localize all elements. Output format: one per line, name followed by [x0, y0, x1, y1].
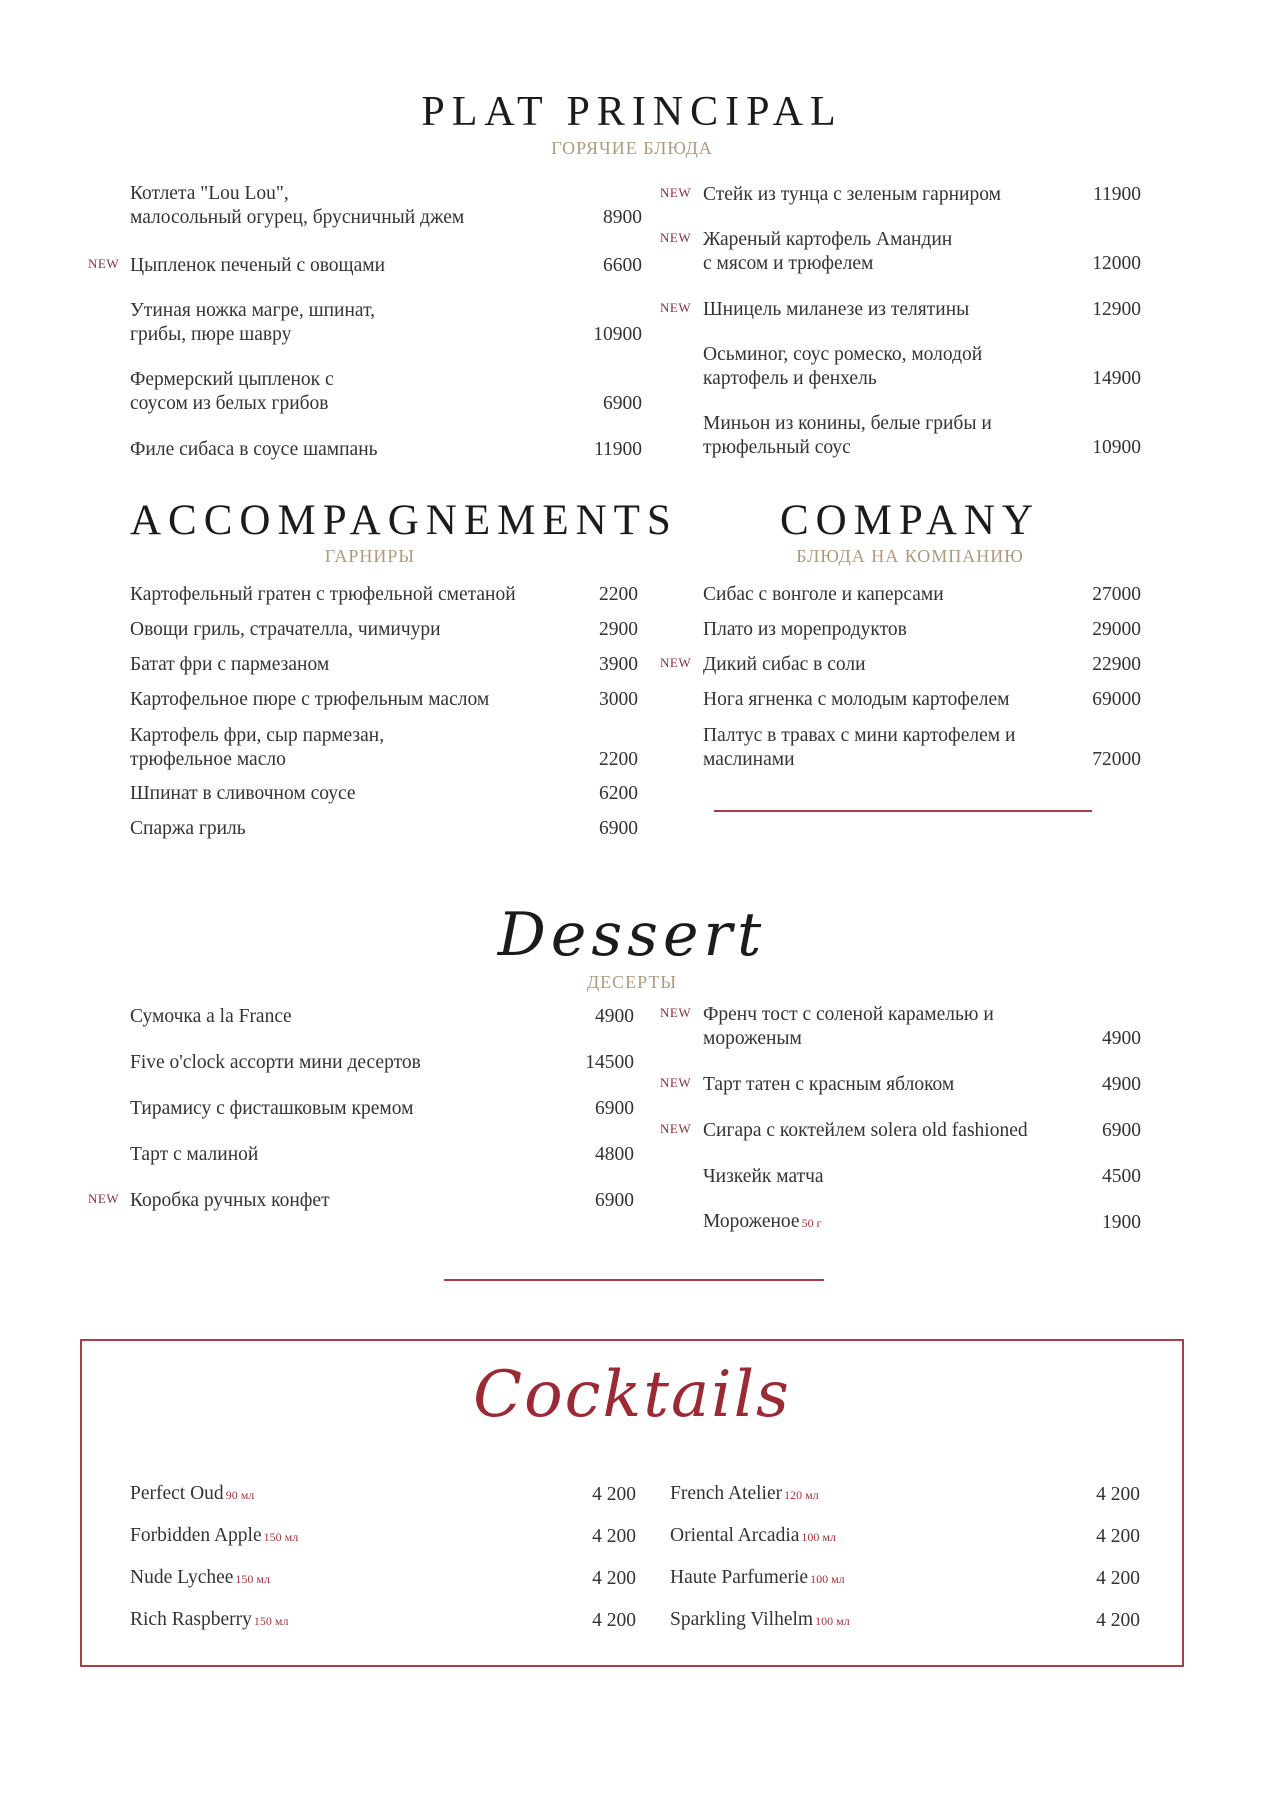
new-badge: NEW — [660, 300, 692, 315]
item-name: Френч тост с соленой карамелью и мороженым — [703, 1004, 994, 1049]
item-name: Oriental Arcadia 100 мл — [670, 1525, 836, 1546]
item-price: 72000 — [1092, 749, 1141, 770]
item-name: Жареный картофель Амандин с мясом и трюфелем — [703, 229, 953, 274]
menu-item — [703, 1211, 1141, 1235]
menu-item — [130, 782, 638, 806]
menu-item — [660, 183, 1141, 207]
item-name: Haute Parfumerie 100 мл — [670, 1567, 845, 1588]
item-name: Фермерский цыпленок с соусом из белых грибов — [130, 369, 334, 414]
dessert-title: Dessert — [497, 900, 767, 970]
item-name: Овощи гриль, страчателла, чимичури — [130, 619, 441, 640]
menu-item — [130, 1525, 636, 1549]
menu-item — [130, 724, 638, 772]
menu-item — [88, 254, 642, 278]
menu-item — [130, 1051, 634, 1075]
item-price: 6900 — [595, 1098, 634, 1119]
item-name: Цыпленок печеный с овощами — [130, 255, 386, 276]
item-volume: 120 мл — [784, 1488, 819, 1502]
item-price: 4 200 — [592, 1526, 636, 1547]
item-price: 2200 — [599, 584, 638, 605]
menu-item — [703, 1165, 1141, 1189]
item-price: 6900 — [1102, 1120, 1141, 1141]
menu-item — [660, 298, 1141, 322]
menu-item — [660, 1073, 1141, 1097]
item-price: 4 200 — [592, 1484, 636, 1505]
item-price: 14900 — [1092, 368, 1141, 389]
menu-item — [670, 1525, 1140, 1549]
item-name: Плато из морепродуктов — [703, 619, 907, 640]
menu-item — [660, 1003, 1141, 1051]
item-name: Nude Lychee 150 мл — [130, 1567, 271, 1588]
item-price: 4900 — [1102, 1028, 1141, 1049]
new-badge: NEW — [660, 655, 692, 670]
dessert-divider — [444, 1279, 824, 1281]
item-price: 11900 — [593, 439, 642, 460]
plat-principal-subtitle: ГОРЯЧИЕ БЛЮДА — [551, 138, 713, 158]
dessert-subtitle: ДЕСЕРТЫ — [586, 972, 678, 992]
menu-item — [130, 1609, 636, 1633]
item-price: 10900 — [593, 324, 642, 345]
new-badge: NEW — [660, 230, 692, 245]
menu-item — [670, 1567, 1140, 1591]
item-name: Утиная ножка магре, шпинат, грибы, пюре шавру — [130, 300, 375, 345]
menu-item — [670, 1609, 1140, 1633]
item-price: 3000 — [599, 689, 638, 710]
menu-item — [670, 1483, 1140, 1507]
item-price: 10900 — [1092, 437, 1141, 458]
item-price: 8900 — [603, 207, 642, 228]
menu-item — [130, 1567, 636, 1591]
item-price: 4 200 — [1096, 1610, 1140, 1631]
menu-item — [703, 343, 1141, 391]
new-badge: NEW — [660, 1075, 692, 1090]
menu-item — [660, 653, 1141, 677]
item-price: 2200 — [599, 749, 638, 770]
item-name: Миньон из конины, белые грибы и трюфельный соус — [703, 413, 992, 458]
item-name: Стейк из тунца с зеленым гарниром — [703, 184, 1001, 205]
menu-item — [703, 583, 1141, 607]
item-name: Five o'clock ассорти мини десертов — [130, 1052, 421, 1073]
item-name: Сибас с вонголе и каперсами — [703, 584, 944, 605]
item-name: French Atelier 120 мл — [670, 1483, 819, 1504]
item-price: 4 200 — [592, 1568, 636, 1589]
item-name: Тарт татен с красным яблоком — [703, 1074, 955, 1095]
new-badge: NEW — [660, 185, 692, 200]
menu-item — [130, 583, 638, 607]
item-name: Котлета "Lou Lou", малосольный огурец, брусничный джем — [130, 183, 465, 228]
item-name: Rich Raspberry 150 мл — [130, 1609, 289, 1630]
company-divider — [714, 810, 1092, 812]
menu-item — [130, 688, 638, 712]
menu-item — [130, 1143, 634, 1167]
item-price: 22900 — [1092, 654, 1141, 675]
item-name: Forbidden Apple 150 мл — [130, 1525, 299, 1546]
item-price: 14500 — [585, 1052, 634, 1073]
item-name: Тарт с малиной — [130, 1144, 259, 1165]
item-name: Картофель фри, сыр пармезан, трюфельное масло — [130, 725, 385, 770]
menu-item — [130, 1005, 634, 1029]
item-name: Perfect Oud 90 мл — [130, 1483, 255, 1504]
item-name: Дикий сибас в соли — [703, 654, 866, 675]
item-name: Тирамису с фисташковым кремом — [130, 1098, 414, 1119]
cocktails-title: Cocktails — [473, 1358, 791, 1432]
item-volume: 100 мл — [801, 1530, 836, 1544]
menu-item — [130, 438, 642, 462]
menu-item — [660, 1119, 1141, 1143]
item-name: Нога ягненка с молодым картофелем — [703, 689, 1010, 710]
item-price: 6600 — [603, 255, 642, 276]
item-price: 3900 — [599, 654, 638, 675]
item-volume: 100 мл — [810, 1572, 845, 1586]
item-price: 4 200 — [1096, 1484, 1140, 1505]
item-name: Чизкейк матча — [703, 1166, 824, 1187]
item-name: Осьминог, соус ромеско, молодой картофель и фенхель — [703, 344, 983, 389]
item-name: Палтус в травах с мини картофелем и маслинами — [703, 725, 1016, 770]
item-volume: 100 мл — [815, 1614, 850, 1628]
new-badge: NEW — [88, 1191, 120, 1206]
accompagnements-subtitle: ГАРНИРЫ — [324, 546, 416, 566]
item-price: 4500 — [1102, 1166, 1141, 1187]
menu-item — [130, 817, 638, 841]
menu-item — [660, 228, 1141, 276]
company-title: COMPANY — [779, 497, 1041, 544]
item-name: Спаржа гриль — [130, 818, 246, 839]
item-name: Батат фри с пармезаном — [130, 654, 330, 675]
item-price: 27000 — [1092, 584, 1141, 605]
item-volume: 150 мл — [263, 1530, 299, 1544]
menu-item — [130, 299, 642, 347]
menu-item — [130, 1483, 636, 1507]
menu-item — [130, 182, 642, 230]
item-price: 6900 — [603, 393, 642, 414]
item-name: Шпинат в сливочном соусе — [130, 783, 356, 804]
item-price: 11900 — [1092, 184, 1141, 205]
menu-item — [130, 368, 642, 416]
new-badge: NEW — [660, 1121, 692, 1136]
item-volume: 90 мл — [225, 1488, 255, 1502]
item-price: 4 200 — [1096, 1526, 1140, 1547]
item-price: 29000 — [1092, 619, 1141, 640]
menu-item — [703, 412, 1141, 460]
item-name: Sparkling Vilhelm 100 мл — [670, 1609, 850, 1630]
menu-item — [703, 688, 1141, 712]
item-price: 69000 — [1092, 689, 1141, 710]
item-volume: 150 мл — [253, 1614, 289, 1628]
company-subtitle: БЛЮДА НА КОМПАНИЮ — [796, 546, 1024, 566]
item-name: Картофельное пюре с трюфельным маслом — [130, 689, 490, 710]
menu-item — [703, 724, 1141, 772]
item-price: 6900 — [599, 818, 638, 839]
new-badge: NEW — [660, 1005, 692, 1020]
item-price: 6200 — [599, 783, 638, 804]
item-price: 12000 — [1092, 253, 1141, 274]
accompagnements-title: ACCOMPAGNEMENTS — [130, 497, 678, 544]
item-name: Шницель миланезе из телятины — [703, 299, 970, 320]
item-volume: 150 мл — [235, 1572, 271, 1586]
new-badge: NEW — [88, 256, 120, 271]
item-name: Мороженое 50 г — [703, 1211, 822, 1232]
menu-item — [130, 618, 638, 642]
menu-item — [703, 618, 1141, 642]
item-price: 1900 — [1102, 1212, 1141, 1233]
item-name: Сумочка a la France — [130, 1006, 292, 1027]
item-price: 2900 — [599, 619, 638, 640]
plat-principal-title: PLAT PRINCIPAL — [421, 89, 843, 135]
item-name: Сигара с коктейлем solera old fashioned — [703, 1120, 1028, 1141]
item-volume: 50 г — [801, 1216, 822, 1230]
item-price: 12900 — [1092, 299, 1141, 320]
item-price: 4 200 — [1096, 1568, 1140, 1589]
item-name: Коробка ручных конфет — [130, 1190, 330, 1211]
item-price: 4900 — [595, 1006, 634, 1027]
item-price: 4800 — [595, 1144, 634, 1165]
item-name: Филе сибаса в соусе шампань — [130, 439, 378, 460]
menu-item — [130, 653, 638, 677]
menu-item — [130, 1097, 634, 1121]
menu-item — [88, 1189, 634, 1213]
item-price: 4900 — [1102, 1074, 1141, 1095]
item-price: 6900 — [595, 1190, 634, 1211]
item-price: 4 200 — [592, 1610, 636, 1631]
item-name: Картофельный гратен с трюфельной сметаной — [130, 584, 516, 605]
